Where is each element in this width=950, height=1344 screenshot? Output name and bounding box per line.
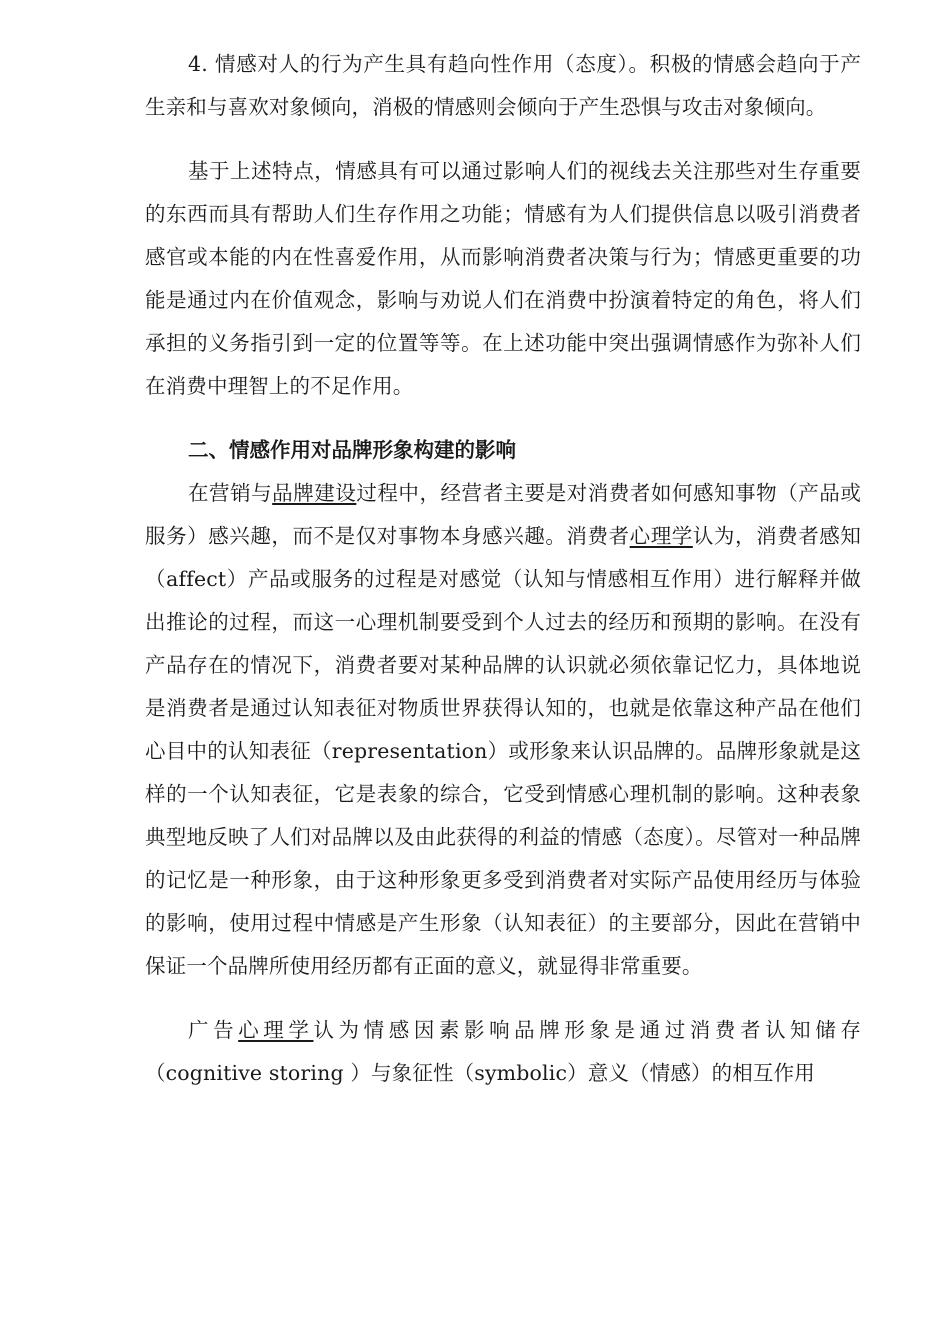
section-heading: 二、情感作用对品牌形象构建的影响: [188, 438, 516, 462]
paragraph-advertising-psychology: [145, 1009, 861, 1095]
text-run: 认为，消费者感知（affect）产品或服务的过程是对感觉（认知与情感相互作用）进行解释并做出推论的过程，而这一心理机制要受到个人过去的经历和预期的影响。在没有产品存在的情况下，消费者要对某种品牌的认识就必须依靠记忆力，具体地说是消费者是通过认知表征对物质世界获得认知的，也就是依靠这种产品在他们心目中的认知表征（representation）或形象来认识品牌的。品牌形象就是这样的一个认知表征，它是表象的综合，它受到情感心理机制的影响。这种表象典型地反映了人们对品牌以及由此获得的利益的情感（态度）。尽管对一种品牌的记忆是一种形象，由于这种形象更多受到消费者对实际产品使用经历与体验的影响，使用过程中情感是产生形象（认知表征）的主要部分，因此在营销中保证一个品牌所使用经历都有正面的意义，就显得非常重要。: [145, 524, 862, 978]
paragraph-emotion-functions: 基于上述特点，情感具有可以通过影响人们的视线去关注那些对生存重要的东西而具有帮助人们生存作用之功能；情感有为人们提供信息以吸引消费者感官或本能的内在性喜爱作用，从而影响消费者决策与行为；情感更重要的功能是通过内在价值观念，影响与劝说人们在消费中扮演着特定的角色，将人们承担的义务指引到一定的位置等等。在上述功能中突出强调情感作为弥补人们在消费中理智上的不足作用。: [145, 159, 861, 398]
document-page: [145, 43, 861, 1095]
text-run: 过程中，经营者主要是对消费者如何感知事物（产品或服务）感兴趣，而不是仅对事物本身感兴趣。消费者: [145, 481, 861, 548]
text-run: 认为情感因素影响品牌形象是通过消费者认知储存（cognitive storing ）与象征性（symbolic）意义（情感）的相互作用: [145, 1018, 861, 1085]
text-run: 在营销与: [188, 481, 273, 505]
paragraph-brand-image: [145, 472, 861, 988]
link-psychology[interactable]: 心理学: [238, 1018, 314, 1042]
link-psychology[interactable]: 心理学: [629, 524, 693, 548]
paragraph-emotion-tendency: 4. 情感对人的行为产生具有趋向性作用（态度）。积极的情感会趋向于产生亲和与喜欢对象倾向，消极的情感则会倾向于产生恐惧与攻击对象倾向。: [145, 52, 861, 119]
link-brand-building[interactable]: 品牌建设: [272, 481, 357, 505]
text-run: 广告: [188, 1018, 239, 1042]
